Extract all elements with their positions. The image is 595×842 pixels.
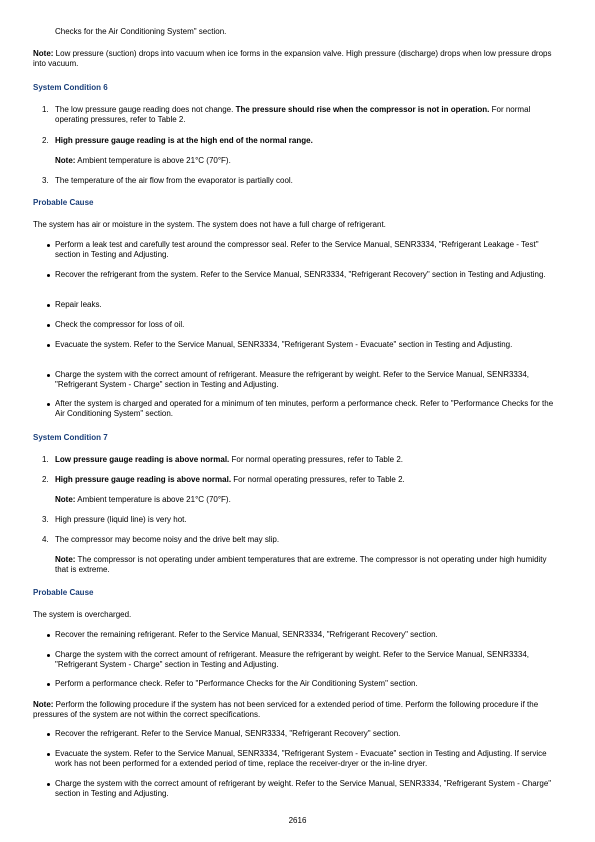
bullet-icon: [47, 274, 50, 277]
list-item: After the system is charged and operated for a minimum of ten minutes, perform a performance check. Refer to "Performance Checks for the Air Conditioning System" section.: [55, 399, 554, 418]
list-number: 2.: [42, 475, 49, 484]
list-number: 2.: [42, 136, 49, 145]
list-item: Perform a performance check. Refer to "Performance Checks for the Air Conditioning System" section.: [55, 679, 418, 688]
list-item: Evacuate the system. Refer to the Service Manual, SENR3334, "Refrigerant System - Evacuate" section in Testing and Adjusting.: [55, 340, 513, 349]
list-item: High pressure (liquid line) is very hot.: [55, 515, 187, 524]
list-item: Perform a leak test and carefully test around the compressor seal. Refer to the Service Manual, SENR3334, "Refrigerant Leakage - Test" section in Testing and Adjusting.: [55, 240, 539, 259]
probable-cause-text: The system has air or moisture in the system. The system does not have a full charge of refrigerant.: [33, 220, 386, 229]
note-procedure: Note: Perform the following procedure if the system has not been serviced for a extended period of time. Perform the following procedure if the pressures of the system are not within the correct specifications.: [33, 700, 539, 719]
continued-line: Checks for the Air Conditioning System" section.: [55, 27, 227, 36]
heading-system-condition-7: System Condition 7: [33, 433, 108, 442]
list-item: Charge the system with the correct amount of refrigerant. Measure the refrigerant by weight. Refer to the Service Manual, SENR3334, "Refrigerant System - Charge" section in Testing and Adjusting.: [55, 370, 530, 389]
list-item: High pressure gauge reading is at the high end of the normal range.: [55, 136, 313, 145]
bullet-icon: [47, 374, 50, 377]
bullet-icon: [47, 244, 50, 247]
list-number: 1.: [42, 105, 49, 114]
bullet-icon: [47, 654, 50, 657]
heading-system-condition-6: System Condition 6: [33, 83, 108, 92]
bullet-icon: [47, 683, 50, 686]
list-item: Charge the system with the correct amount of refrigerant by weight. Refer to the Service Manual, SENR3334, "Refrigerant System - Charge" section in Testing and Adjusting.: [55, 779, 552, 798]
bullet-icon: [47, 733, 50, 736]
probable-cause-text: The system is overcharged.: [33, 610, 132, 619]
list-item: Evacuate the system. Refer to the Service Manual, SENR3334, "Refrigerant System - Evacuate" section in Testing and Adjusting. If service work has not been performed for a extended period of time, replace the receiver-dryer or the in-line dryer.: [55, 749, 547, 768]
list-item: Repair leaks.: [55, 300, 102, 309]
list-item: The low pressure gauge reading does not change. The pressure should rise when the compressor is not in operation. For normal operating pressures, refer to Table 2.: [55, 105, 531, 124]
bullet-icon: [47, 634, 50, 637]
bullet-icon: [47, 753, 50, 756]
list-item: The compressor may become noisy and the drive belt may slip.: [55, 535, 280, 544]
list-number: 4.: [42, 535, 49, 544]
heading-probable-cause: Probable Cause: [33, 588, 94, 597]
note-ambient: Note: Ambient temperature is above 21°C (70°F).: [55, 156, 231, 165]
bullet-icon: [47, 344, 50, 347]
bullet-icon: [47, 324, 50, 327]
list-item: Recover the refrigerant from the system. Refer to the Service Manual, SENR3334, "Refrigerant Recovery" section in Testing and Adjusting.: [55, 270, 546, 279]
list-item: The temperature of the air flow from the evaporator is partially cool.: [55, 176, 293, 185]
list-number: 1.: [42, 455, 49, 464]
list-item: Recover the remaining refrigerant. Refer to the Service Manual, SENR3334, "Refrigerant Recovery" section.: [55, 630, 438, 639]
note-vacuum: Note: Low pressure (suction) drops into vacuum when ice forms in the expansion valve. High pressure (discharge) drops when low pressure drops into vacuum.: [33, 49, 552, 68]
list-item: Recover the refrigerant. Refer to the Service Manual, SENR3334, "Refrigerant Recovery" section.: [55, 729, 401, 738]
list-number: 3.: [42, 515, 49, 524]
note-ambient: Note: Ambient temperature is above 21°C (70°F).: [55, 495, 231, 504]
bullet-icon: [47, 304, 50, 307]
list-number: 3.: [42, 176, 49, 185]
heading-probable-cause: Probable Cause: [33, 198, 94, 207]
list-item: Charge the system with the correct amount of refrigerant. Measure the refrigerant by weight. Refer to the Service Manual, SENR3334, "Refrigerant System - Charge" section in Testing and Adjusting.: [55, 650, 530, 669]
page-number: 2616: [288, 816, 307, 825]
list-item: Check the compressor for loss of oil.: [55, 320, 185, 329]
bullet-icon: [47, 403, 50, 406]
list-item: Low pressure gauge reading is above normal. For normal operating pressures, refer to Table 2.: [55, 455, 403, 464]
note-extreme: Note: The compressor is not operating under ambient temperatures that are extreme. The compressor is not operating under high humidity that is extreme.: [55, 555, 547, 574]
bullet-icon: [47, 783, 50, 786]
list-item: High pressure gauge reading is above normal. For normal operating pressures, refer to Table 2.: [55, 475, 405, 484]
